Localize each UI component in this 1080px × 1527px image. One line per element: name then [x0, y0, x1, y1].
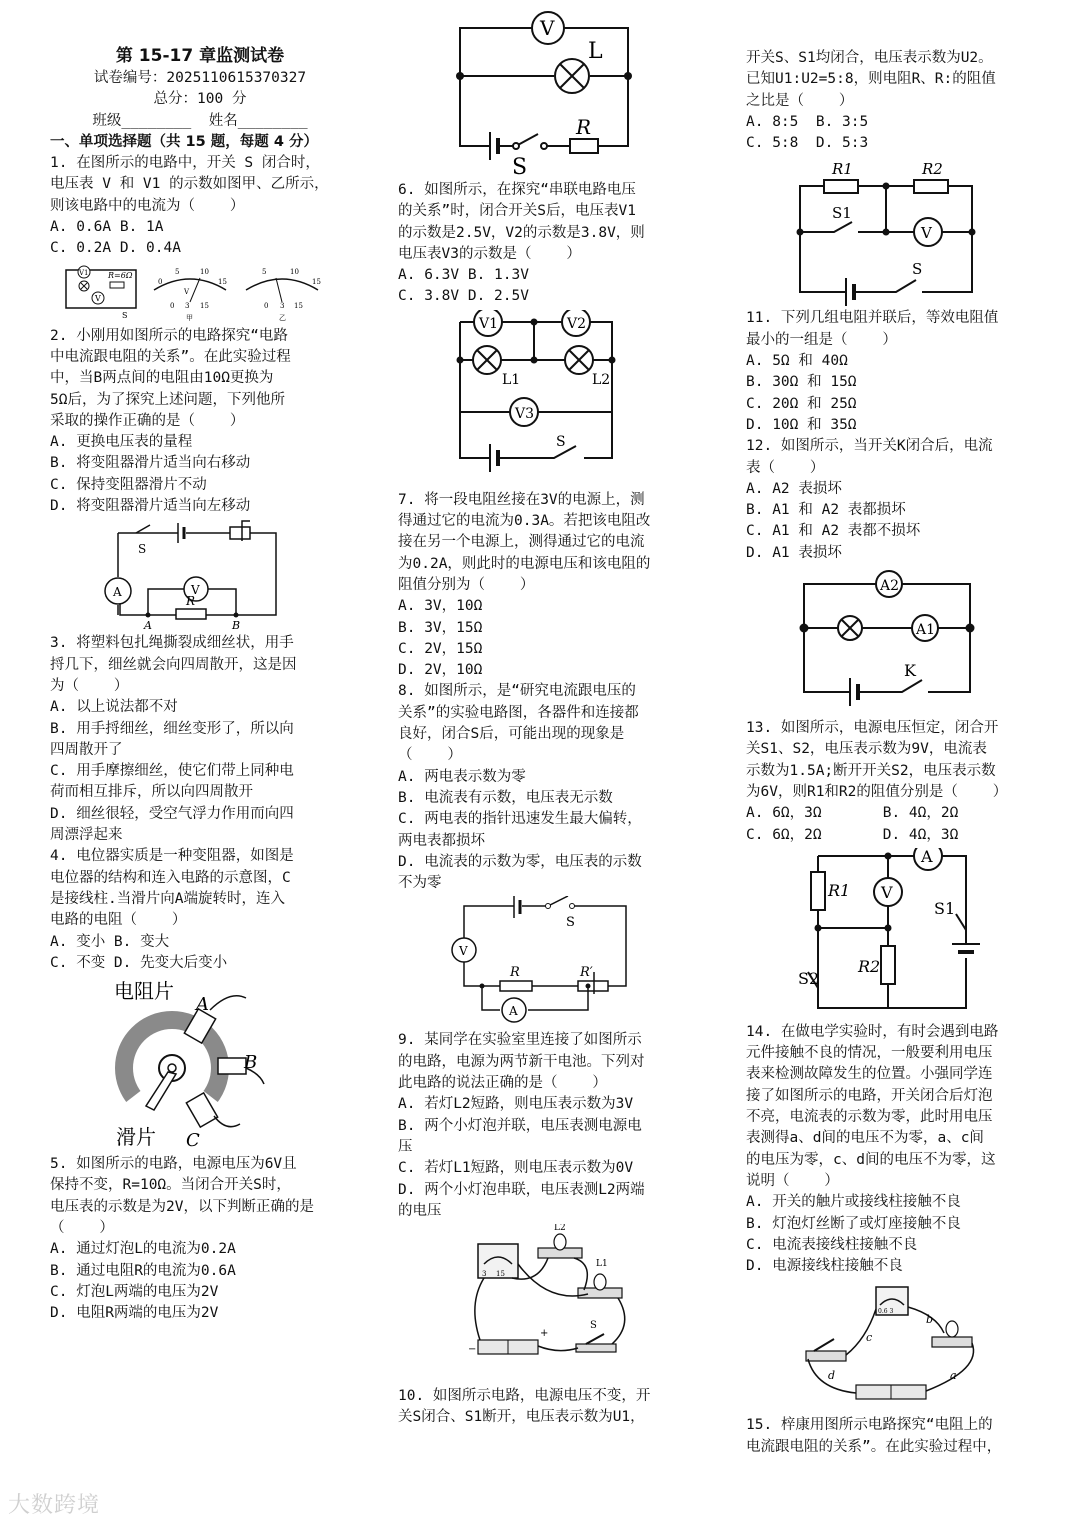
total-score: 总分：100 分: [153, 91, 247, 108]
question-line: （ ）: [398, 747, 462, 764]
option-line[interactable]: D. 将变阻器滑片适当向左移动: [50, 498, 251, 515]
question-line: 之比是（ ）: [746, 92, 854, 109]
question-line: 不亮，电流表的示数为零，此时用电压: [746, 1109, 993, 1126]
question-line: 10. 如图所示电路，电源电压不变，开: [398, 1388, 651, 1405]
q1-term: 0: [170, 301, 175, 310]
question-line: 中，当B两点间的电阻由10Ω更换为: [50, 370, 274, 387]
q12-k-label: K: [904, 661, 916, 681]
q8-v-label: V: [459, 944, 468, 959]
option-line[interactable]: 四周散开了: [50, 741, 123, 758]
question-line: 4. 电位器实质是一种变阻器，如图是: [50, 848, 294, 865]
question-line: 保持不变，R=10Ω。当闭合开关S时，: [50, 1177, 291, 1194]
q1-tick: 10: [200, 267, 209, 276]
q8-s-label: S: [566, 915, 575, 931]
question-line: 电压表的示数是为2V，以下判断正确的是: [50, 1198, 314, 1215]
question-line: 9. 某同学在实验室里连接了如图所示: [398, 1032, 642, 1049]
q5-l-label: L: [588, 39, 603, 64]
question-line: 捋几下，细丝就会向四周散开，这是因: [50, 656, 297, 673]
option-line[interactable]: C. 保持变阻器滑片不动: [50, 476, 207, 493]
option-line[interactable]: C. 灯泡L两端的电压为2V: [50, 1283, 219, 1300]
q8-figure: [398, 896, 698, 1028]
question-line: 表（ ）: [746, 459, 825, 476]
question-line: 的电路，电源为两节新干电池。下列对: [398, 1053, 645, 1070]
question-line: 则该电路中的电流为（ ）: [50, 197, 245, 214]
question-line: 电位器的结构和连入电路的示意图，C: [50, 869, 291, 886]
option-line[interactable]: A. 6Ω，3Ω B. 4Ω，2Ω: [746, 805, 959, 822]
q13-v-label: V: [881, 882, 893, 902]
option-line[interactable]: A. 6.3V B. 1.3V: [398, 267, 529, 284]
q14-figure: [746, 1279, 1046, 1413]
question-3: [50, 633, 350, 846]
question-line: 采取的操作正确的是（ ）: [50, 412, 245, 429]
option-line[interactable]: A. 3V，10Ω: [398, 598, 483, 615]
q13-s1-label: S1: [934, 898, 956, 918]
question-7: [398, 490, 698, 682]
question-line: 的示数是2.5V，V2的示数是3.8V，则: [398, 224, 645, 241]
question-1: [50, 153, 350, 323]
option-line[interactable]: C. 20Ω 和 25Ω: [746, 395, 857, 412]
question-line: 关S闭合、S1断开，电压表示数为U1，: [398, 1409, 645, 1426]
q5-v-label: V: [540, 16, 555, 40]
q8-a-label: A: [509, 1004, 518, 1019]
option-line[interactable]: B. 30Ω 和 15Ω: [746, 374, 857, 391]
option-line[interactable]: D. 电流表的示数为零，电压表的示数: [398, 853, 642, 870]
q14-a-label: a: [950, 1369, 957, 1383]
question-13: [746, 718, 1046, 1020]
question-line: 5. 如图所示的电路，电源电压为6V且: [50, 1156, 297, 1173]
option-line[interactable]: C. 若灯L1短路，则电压表示数为0V: [398, 1160, 634, 1177]
q14-c-label: c: [866, 1331, 873, 1345]
option-line[interactable]: B. 用手捋细丝，细丝变形了，所以向: [50, 720, 294, 737]
question-line: 电压表 V 和 V1 的示数如图甲、乙所示，: [50, 176, 329, 193]
option-line[interactable]: C. 5:8 D. 5:3: [746, 135, 869, 152]
q2-pa-label: A: [144, 619, 152, 632]
option-line[interactable]: B. 灯泡灯丝断了或灯座接触不良: [746, 1215, 961, 1232]
option-line[interactable]: C. 2V，15Ω: [398, 640, 483, 657]
q10-s1-label: S1: [832, 204, 852, 223]
option-line[interactable]: B. 电流表有示数，电压表无示数: [398, 789, 613, 806]
column-1: [50, 0, 350, 1324]
q10-v-label: V: [921, 224, 932, 243]
q5-figure: [398, 2, 698, 178]
question-line: 的电压为零，c、d间的电压不为零，这: [746, 1151, 996, 1168]
option-line[interactable]: B. A1 和 A2 表都损坏: [746, 502, 906, 519]
question-line: 关系”的实验电路图，各器件和连接都: [398, 704, 639, 721]
option-line[interactable]: B. 3V，15Ω: [398, 619, 483, 636]
q10-r2-label: R2: [922, 160, 943, 179]
question-line: 是接线柱.当滑片向A端旋转时，连入: [50, 890, 285, 907]
q9-s-label: S: [590, 1320, 597, 1332]
section-heading: 一、单项选择题（共 15 题，每题 4 分）: [50, 133, 318, 150]
q8-rp-label: R′: [580, 965, 593, 981]
option-line[interactable]: A. 更换电压表的量程: [50, 434, 193, 451]
option-line[interactable]: C. 不变 D. 先变大后变小: [50, 954, 228, 971]
q9-minus: −: [468, 1344, 477, 1356]
question-line: 电路的电阻（ ）: [50, 912, 187, 929]
q6-s-label: S: [556, 433, 566, 450]
option-line[interactable]: 周漂浮起来: [50, 827, 123, 844]
q6-l2-label: L2: [592, 371, 611, 388]
option-line[interactable]: A. 0.6A B. 1A: [50, 219, 164, 236]
question-line: 表来检测故障发生的位置。小强同学连: [746, 1066, 993, 1083]
q12-a1-label: A1: [916, 622, 936, 639]
option-line[interactable]: 不为零: [398, 875, 442, 892]
question-line: 6. 如图所示，在探究“串联电路电压: [398, 182, 636, 198]
q13-s2-label: S2: [798, 968, 820, 988]
q9-m15: 15: [496, 1270, 505, 1279]
option-line[interactable]: A. 通过灯泡L的电流为0.2A: [50, 1241, 236, 1258]
q1-v-label: V: [95, 293, 101, 303]
option-line[interactable]: A. 变小 B. 变大: [50, 933, 170, 950]
q13-figure: [746, 848, 1046, 1020]
option-line[interactable]: A. 开关的触片或接线柱接触不良: [746, 1194, 961, 1211]
option-line[interactable]: C. 6Ω，2Ω D. 4Ω，3Ω: [746, 826, 959, 843]
option-line[interactable]: B. 将变阻器滑片适当向右移动: [50, 455, 251, 472]
question-line: 表测得a、d间的电压不为零，a、c间: [746, 1130, 984, 1147]
q4-label-resistor: 电阻片: [114, 979, 174, 1004]
question-line: 13. 如图所示，电源电压恒定，闭合开: [746, 720, 999, 737]
option-line[interactable]: D. 2V，10Ω: [398, 662, 483, 679]
option-line[interactable]: D. 电源接线柱接触不良: [746, 1258, 903, 1275]
question-line: （ ）: [50, 1219, 114, 1236]
question-line: 1. 在图所示的电路中，开关 S 闭合时，: [50, 155, 320, 172]
q5-r-label: R: [576, 115, 592, 139]
q1-term: 3: [185, 301, 190, 310]
option-line[interactable]: D. 细丝很轻，受空气浮力作用而向四: [50, 805, 294, 822]
class-name-line: 班级________ 姓名________: [92, 112, 308, 129]
q13-r2-label: R2: [858, 956, 881, 976]
q9-l1-label: L1: [596, 1259, 608, 1270]
question-12: [746, 436, 1046, 716]
q4-label-b: B: [244, 1052, 258, 1074]
question-line: 为6V，则R1和R2的阻值分别是（ ）: [746, 783, 1008, 800]
q1-s-label: S: [122, 310, 128, 320]
q1-meter-v: V: [184, 287, 190, 296]
question-line: 得通过它的电流为0.3A。若把该电阻改: [398, 513, 651, 530]
option-line[interactable]: D. 10Ω 和 35Ω: [746, 416, 857, 433]
option-line[interactable]: D. A1 表损坏: [746, 544, 842, 561]
q9-m3: 3: [482, 1270, 487, 1279]
q6-v2-label: V2: [567, 315, 587, 332]
q1-tick: 15: [218, 277, 227, 286]
q1-r-label: R=6Ω: [108, 270, 133, 280]
question-line: 的关系”时，闭合开关S后，电压表V1: [398, 203, 636, 220]
q14-b-label: b: [926, 1313, 934, 1327]
option-line[interactable]: A. 两电表示数为零: [398, 768, 526, 785]
q1-term: 0: [264, 301, 269, 310]
q2-a-label: A: [113, 585, 122, 600]
q1-tick: 5: [175, 267, 180, 276]
q1-yi: 乙: [279, 313, 286, 322]
question-14: [746, 1022, 1046, 1414]
q9-l2-label: L2: [554, 1224, 566, 1234]
q4-label-slider: 滑片: [116, 1125, 156, 1150]
option-line[interactable]: 的电压: [398, 1202, 442, 1219]
question-line: 元件接触不良的情况，一般要利用电压: [746, 1045, 993, 1062]
question-line: 15. 梓康用图所示电路探究“电阻上的: [746, 1417, 993, 1434]
q2-pb-label: B: [232, 619, 241, 632]
option-line[interactable]: A. 5Ω 和 40Ω: [746, 353, 848, 370]
question-9: [398, 1030, 698, 1384]
question-line: 8. 如图所示，是“研究电流跟电压的: [398, 683, 636, 700]
question-11: [746, 308, 1046, 436]
q1-tick: 15: [312, 277, 321, 286]
q1-tick: 0: [158, 277, 163, 286]
q6-v3-label: V3: [515, 405, 535, 422]
question-6: [398, 180, 698, 488]
option-line[interactable]: B. 两个小灯泡并联，电压表测电源电: [398, 1117, 642, 1134]
question-line: 14. 在做电学实验时，有时会遇到电路: [746, 1023, 999, 1040]
option-line[interactable]: D. 两个小灯泡串联，电压表测L2两端: [398, 1181, 645, 1198]
question-2: [50, 326, 350, 632]
option-line[interactable]: A. A2 表损坏: [746, 480, 842, 497]
question-line: 关S1、S2，电压表示数为9V，电流表: [746, 741, 987, 758]
watermark: 大数跨境: [8, 1493, 101, 1518]
question-5: [50, 1154, 350, 1324]
option-line[interactable]: B. 通过电阻R的电流为0.6A: [50, 1262, 236, 1279]
question-line: 12. 如图所示，当开关K闭合后，电流: [746, 438, 993, 455]
option-line[interactable]: C. 3.8V D. 2.5V: [398, 288, 529, 305]
question-10: [398, 1386, 698, 1429]
q1-term: 3: [280, 301, 285, 310]
question-line: 电流跟电阻的关系”。在此实验过程中，: [746, 1438, 1002, 1455]
option-line[interactable]: A. 若灯L2短路，则电压表示数为3V: [398, 1096, 634, 1113]
q2-v-label: V: [191, 583, 200, 598]
option-line[interactable]: C. 用手摩擦细丝，使它们带上同种电: [50, 763, 294, 780]
option-line[interactable]: C. 0.2A D. 0.4A: [50, 240, 181, 257]
q1-figure: [50, 262, 350, 324]
question-line: 11. 下列几组电阻并联后，等效电阻值: [746, 310, 999, 327]
q1-jia: 甲: [186, 313, 193, 322]
option-line[interactable]: D. 电阻R两端的电压为2V: [50, 1305, 219, 1322]
q5-s-label: S: [512, 155, 528, 178]
question-line: 3. 将塑料包扎绳撕裂成细丝状，用手: [50, 635, 294, 652]
q6-l1-label: L1: [502, 371, 521, 388]
option-line[interactable]: A. 8:5 B. 3:5: [746, 113, 869, 130]
question-line: 为（ ）: [50, 677, 129, 694]
question-line: 此电路的说法正确的是（ ）: [398, 1075, 607, 1092]
q2-r-label: R: [186, 594, 196, 609]
question-8: [398, 681, 698, 1028]
q6-figure: [398, 310, 698, 488]
question-line: 已知U1:U2=5:8，则电阻R、R:的阻值: [746, 71, 996, 88]
q10-r1-label: R1: [832, 160, 853, 179]
option-line[interactable]: 两电表都损坏: [398, 832, 485, 849]
question-line: 接了如图所示的电路，开关闭合后灯泡: [746, 1087, 993, 1104]
question-line: 2. 小刚用如图所示的电路探究“电路: [50, 327, 288, 344]
q1-v1-label: V1: [79, 268, 89, 277]
q1-tick: 5: [262, 267, 267, 276]
q2-s-label: S: [138, 542, 147, 557]
q13-a-label: A: [921, 847, 933, 866]
question-line: 示数为1.5A;断开开关S2，电压表示数: [746, 762, 996, 779]
question-line: 开关S、S1均闭合，电压表示数为U2。: [746, 50, 993, 66]
option-line[interactable]: C. 两电表的指针迅速发生最大偏转，: [398, 811, 642, 828]
option-line[interactable]: C. 电流表接线柱接触不良: [746, 1236, 918, 1253]
question-line: 5Ω后，为了探究上述问题，下列他所: [50, 391, 285, 408]
q13-r1-label: R1: [828, 880, 851, 900]
option-line[interactable]: 荷而相互排斥，所以向四周散开: [50, 784, 253, 801]
q12-figure: [746, 566, 1046, 716]
question-4: [50, 846, 350, 1152]
question-line: 说明（ ）: [746, 1172, 839, 1189]
option-line[interactable]: C. A1 和 A2 表都不损坏: [746, 523, 921, 540]
q9-figure: [398, 1224, 698, 1384]
question-line: 7. 将一段电阻丝接在3V的电源上，测: [398, 491, 645, 508]
question-line: 最小的一组是（ ）: [746, 331, 897, 348]
option-line[interactable]: A. 以上说法都不对: [50, 699, 178, 716]
q2-figure: [50, 519, 350, 631]
question-line: 阻值分别为（ ）: [398, 576, 535, 593]
question-line: 为0.2A，则此时的电源电压和该电阻的: [398, 555, 651, 572]
q12-a2-label: A2: [880, 578, 900, 595]
question-15: [746, 1415, 1046, 1458]
q4-potentiometer-figure: [50, 976, 350, 1152]
question-10-cont: [746, 48, 1046, 306]
q14-d-label: d: [828, 1369, 836, 1383]
question-line: 电压表V3的示数是（ ）: [398, 245, 581, 262]
q1-term: 15: [200, 301, 209, 310]
q8-r-label: R: [510, 965, 520, 981]
page-title: 第 15-17 章监测试卷: [115, 46, 285, 66]
question-line: 中电流跟电阻的关系”。在此实验过程: [50, 348, 291, 365]
q1-tick: 10: [290, 267, 299, 276]
q9-plus: +: [540, 1328, 549, 1340]
question-line: 接在另一个电源上，测得通过它的电流: [398, 534, 645, 551]
exam-number: 试卷编号：2025110615370327: [93, 70, 307, 86]
q1-term: 15: [294, 301, 303, 310]
q10-figure: [746, 156, 1046, 306]
option-line[interactable]: 压: [398, 1138, 413, 1155]
q6-v1-label: V1: [479, 315, 499, 332]
column-3: [746, 0, 1046, 1458]
q10-s-label: S: [912, 260, 923, 279]
column-2: [398, 0, 698, 1429]
q4-label-a: A: [196, 994, 209, 1016]
q4-label-c: C: [186, 1130, 200, 1152]
q14-meter-label: 0.6 3: [878, 1308, 894, 1316]
question-line: 良好，闭合S后，可能出现的现象是: [398, 726, 625, 743]
